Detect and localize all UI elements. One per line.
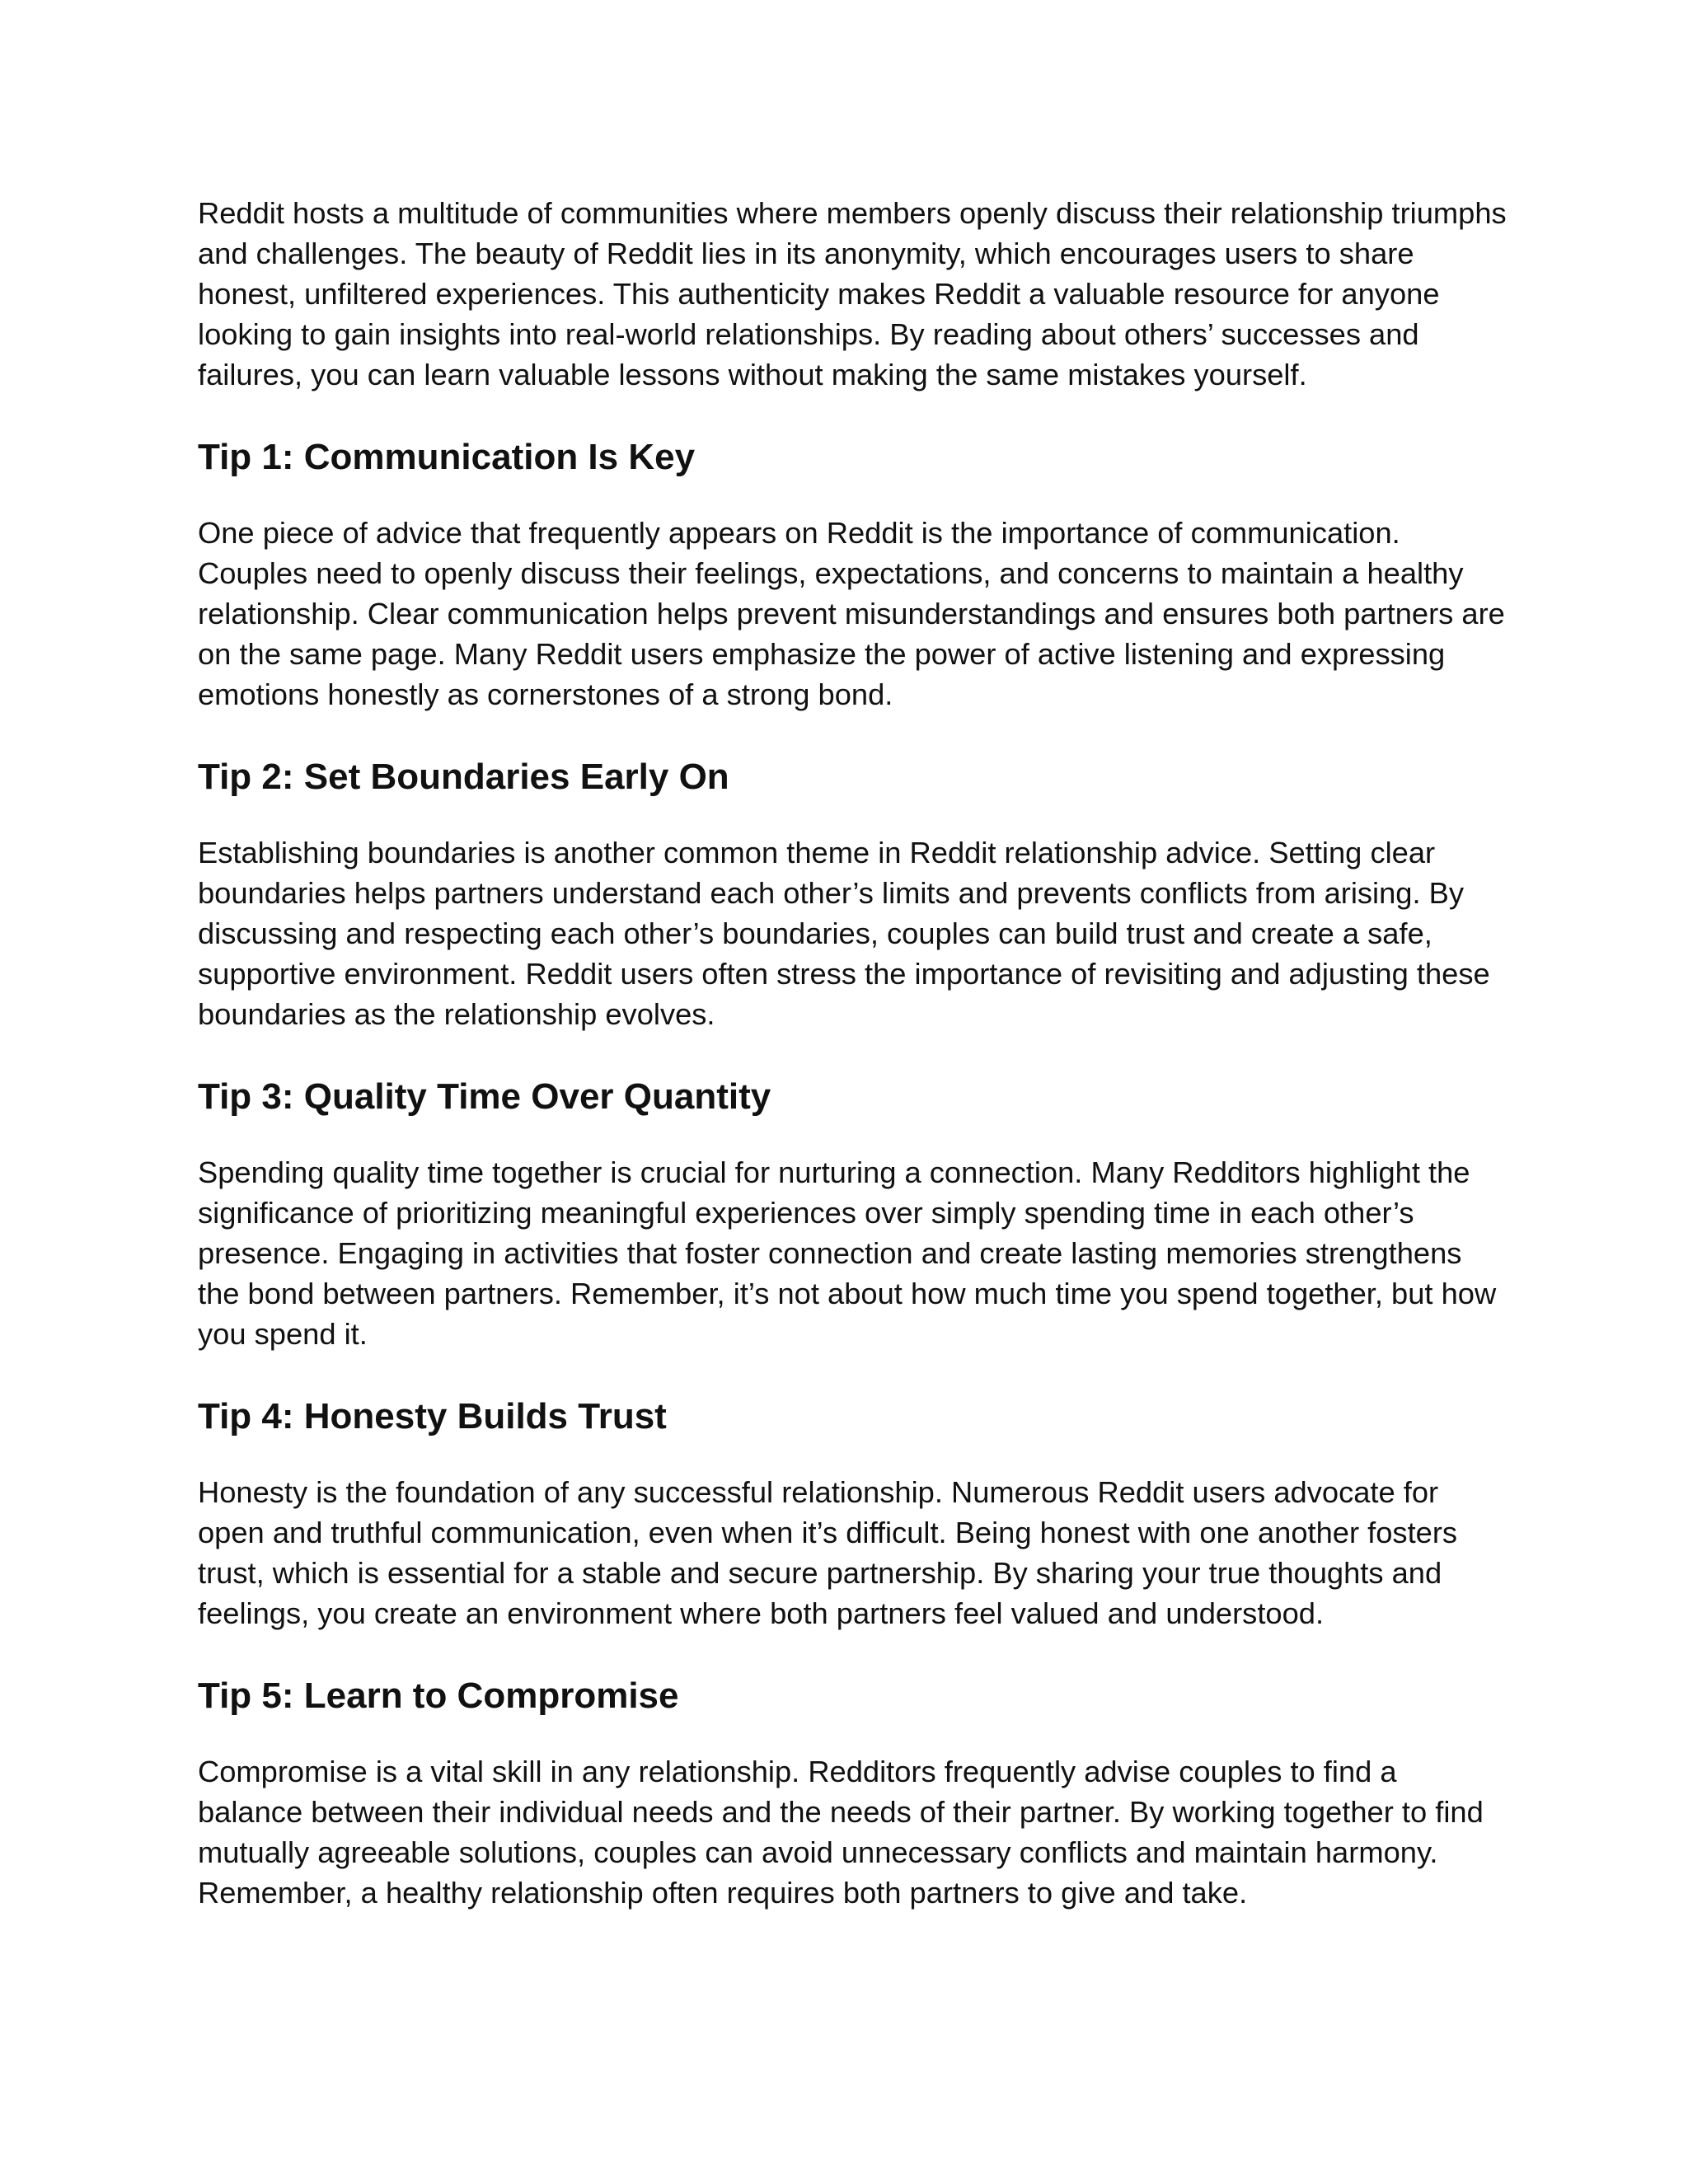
intro-paragraph: Reddit hosts a multitude of communities where members openly discuss their relationship triumphs and challenges. The beauty of Reddit lies in its anonymity, which encourages users to share honest, unfiltered experiences. This authenticity makes Reddit a valuable resource for anyone looking to gain insights into real-world relationships. By reading about others’ successes and failures, you can learn valuable lessons without making the same mistakes yourself.: [198, 196, 1507, 391]
tip-1-heading: Tip 1: Communication Is Key: [198, 437, 696, 477]
document-page: [198, 193, 1508, 1913]
tip-5-paragraph: Compromise is a vital skill in any relationship. Redditors frequently advise couples to find a balance between their individual needs and the needs of their partner. By working together to find mutually agreeable solutions, couples can avoid unnecessary conflicts and maintain harmony. Remember, a healthy relationship often requires both partners to give and take.: [198, 1755, 1484, 1910]
tip-4-paragraph: Honesty is the foundation of any successful relationship. Numerous Reddit users advocate for open and truthful communication, even when it’s difficult. Being honest with one another fosters trust, which is essential for a stable and secure partnership. By sharing your true thoughts and feelings, you create an environment where both partners feel valued and understood.: [198, 1475, 1458, 1630]
tip-3-heading: Tip 3: Quality Time Over Quantity: [198, 1076, 771, 1117]
tip-4-heading: Tip 4: Honesty Builds Trust: [198, 1396, 667, 1436]
tip-3-paragraph: Spending quality time together is crucial for nurturing a connection. Many Redditors highlight the significance of prioritizing meaningful experiences over simply spending time in each other’s presence. Engaging in activities that foster connection and create lasting memories strengthens the bond between partners. Remember, it’s not about how much time you spend together, but how you spend it.: [198, 1155, 1497, 1351]
tip-5-heading: Tip 5: Learn to Compromise: [198, 1675, 679, 1716]
tip-2-heading: Tip 2: Set Boundaries Early On: [198, 757, 729, 797]
tip-2-paragraph: Establishing boundaries is another common theme in Reddit relationship advice. Setting clear boundaries helps partners understand each other’s limits and prevents conflicts from arising. By discussing and respecting each other’s boundaries, couples can build trust and create a safe, supportive environment. Reddit users often stress the importance of revisiting and adjusting these boundaries as the relationship evolves.: [198, 836, 1490, 1031]
tip-1-paragraph: One piece of advice that frequently appears on Reddit is the importance of communication. Couples need to openly discuss their feelings, expectations, and concerns to maintain a healthy relationship. Clear communication helps prevent misunderstandings and ensures both partners are on the same page. Many Reddit users emphasize the power of active listening and expressing emotions honestly as cornerstones of a strong bond.: [198, 516, 1505, 711]
